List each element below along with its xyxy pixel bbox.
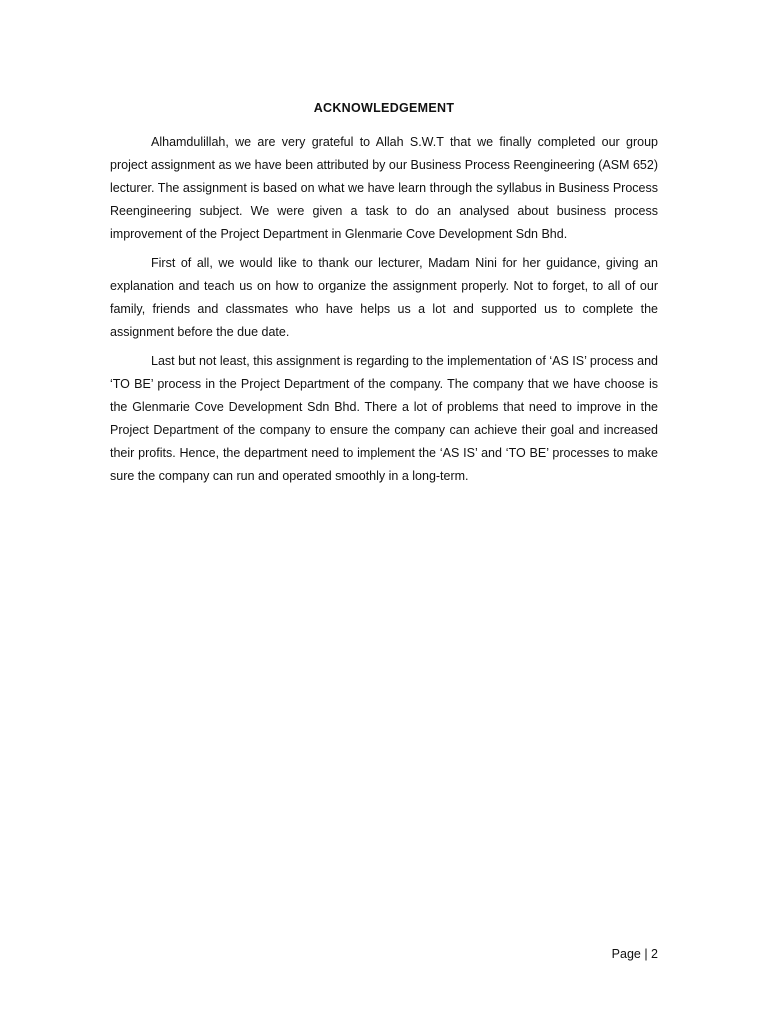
acknowledgement-body — [110, 131, 658, 494]
page-number: Page | 2 — [611, 947, 658, 961]
paragraph-summary: Last but not least, this assignment is regarding to the implementation of ‘AS IS’ process and ‘TO BE’ process in the Project Department of the company. The company that we have choose is the Glenmarie Cove Development Sdn Bhd. There a lot of problems that need to improve in the Project Department of the company to ensure the company can achieve their goal and increased their profits. Hence, the department need to implement the ‘AS IS’ and ‘TO BE’ processes to make sure the company can run and operated smoothly in a long-term. — [110, 354, 658, 483]
paragraph-gratitude: Alhamdulillah, we are very grateful to Allah S.W.T that we finally completed our group project assignment as we have been attributed by our Business Process Reengineering (ASM 652) lecturer. The assignment is based on what we have learn through the syllabus in Business Process Reengineering subject. We were given a task to do an analysed about business process improvement of the Project Department in Glenmarie Cove Development Sdn Bhd. — [110, 135, 658, 241]
paragraph-thanks: First of all, we would like to thank our lecturer, Madam Nini for her guidance, giving an explanation and teach us on how to organize the assignment properly. Not to forget, to all of our family, friends and classmates who have helps us a lot and supported us to complete the assignment before the due date. — [110, 256, 658, 339]
page-title: ACKNOWLEDGEMENT — [313, 101, 455, 115]
